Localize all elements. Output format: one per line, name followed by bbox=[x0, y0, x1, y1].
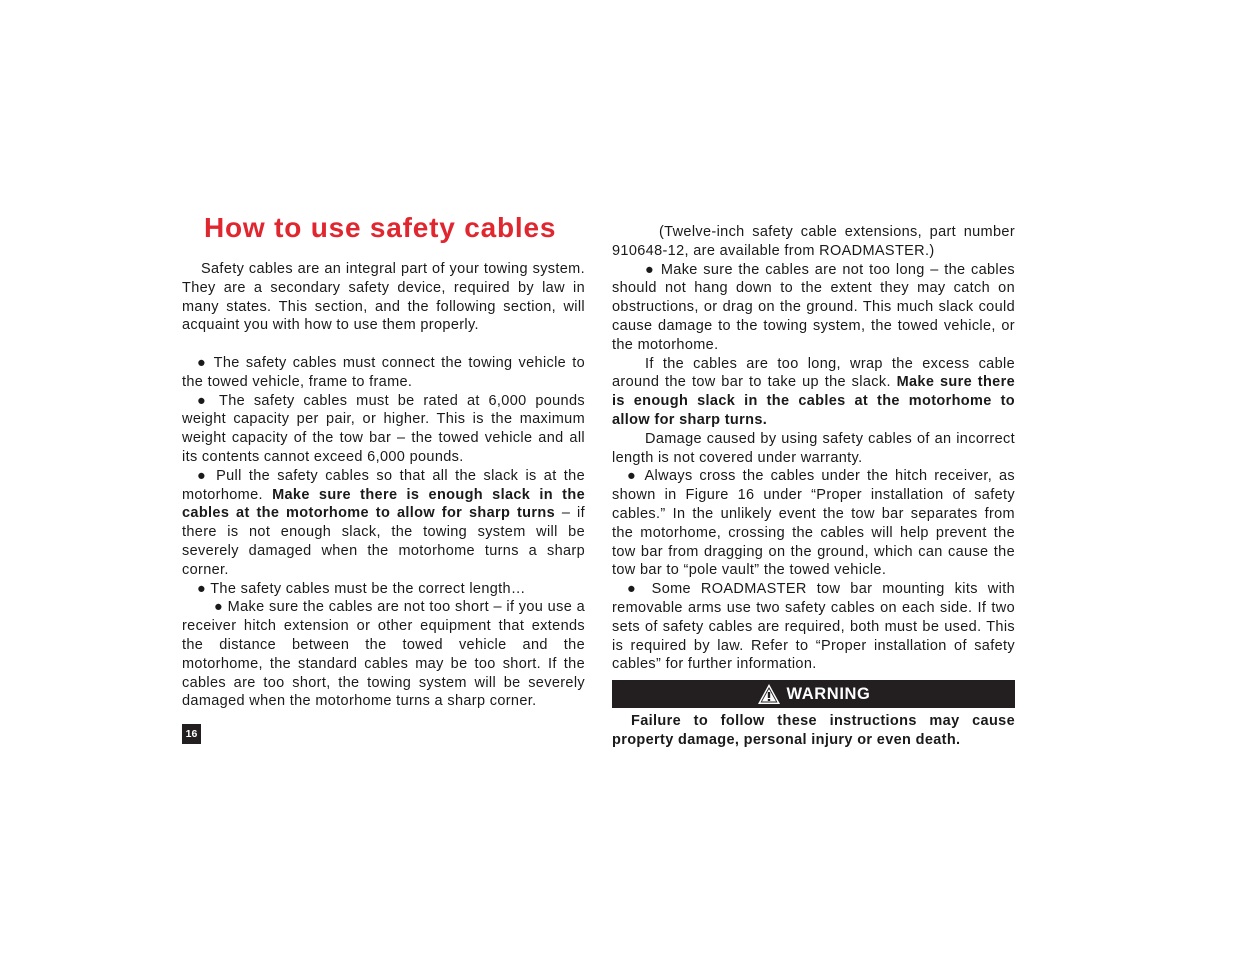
bullet-slack bbox=[182, 467, 585, 580]
warranty-paragraph: Damage caused by using safety cables of an incorrect length is not covered under warranty. bbox=[612, 430, 1015, 466]
bullet-rating: ● The safety cables must be rated at 6,000 pounds weight capacity per pair, or higher. This is the maximum weight capacity of the tow bar – the towed vehicle and all its contents cannot exceed 6,000 pounds. bbox=[182, 392, 585, 465]
spacer bbox=[182, 335, 585, 354]
right-column bbox=[612, 223, 1015, 750]
wrap-excess-lead: If the cables are too long, wrap the excess cable around the tow bar to take up the slack. bbox=[612, 355, 1015, 391]
warning-bar bbox=[612, 680, 1015, 708]
warning-triangle-icon bbox=[757, 683, 781, 705]
bullet-slack-emphasis: Make sure there is enough slack in the cables at the motorhome to allow for sharp turns bbox=[182, 486, 585, 522]
bullet-slack-lead: ● Pull the safety cables so that all the slack is at the motorhome. bbox=[182, 467, 585, 503]
extensions-note: (Twelve-inch safety cable extensions, part number 910648-12, are available from ROADMASTER.) bbox=[612, 224, 1015, 259]
bullet-too-long: ● Make sure the cables are not too long – the cables should not hang down to the extent they may catch on obstructions, or drag on the ground. This much slack could cause damage to the towing system, the towed vehicle, or the motorhome. bbox=[612, 261, 1015, 353]
bullet-cross-cables: ● Always cross the cables under the hitch receiver, as shown in Figure 16 under “Proper installation of safety cables.” In the unlikely event the tow bar separates from the motorhome, crossing the cables will help prevent the tow bar from dragging on the ground, which can cause the tow bar to “pole vault” the towed vehicle. bbox=[612, 468, 1015, 579]
page-title: How to use safety cables bbox=[204, 212, 557, 243]
bullet-two-sets: ● Some ROADMASTER tow bar mounting kits with removable arms use two safety cables on each side. If two sets of safety cables are required, both must be used. This is required by law. Refer to “Proper installation of safety cables” for further information. bbox=[612, 581, 1015, 673]
page-number: 16 bbox=[182, 724, 201, 744]
intro-paragraph: Safety cables are an integral part of your towing system. They are a secondary safety device, required by law in many states. This section, and the following section, will acquaint you with how to use them properly. bbox=[182, 261, 585, 334]
left-column bbox=[182, 260, 585, 711]
warning-label: WARNING bbox=[786, 684, 871, 703]
bullet-slack-tail: – if there is not enough slack, the towing system will be severely damaged when the motorhome turns a sharp corner. bbox=[182, 505, 585, 578]
wrap-excess-paragraph bbox=[612, 355, 1015, 430]
wrap-excess-emphasis: Make sure there is enough slack in the cables at the motorhome to allow for sharp turns. bbox=[612, 374, 1015, 428]
bullet-correct-length: ● The safety cables must be the correct length… bbox=[197, 580, 526, 597]
bullet-too-short: ● Make sure the cables are not too short – if you use a receiver hitch extension or other equipment that extends the distance between the towed vehicle and the motorhome, the standard cables may be too short. If the cables are too short, the towing system will be severely damaged when the motorhome turns a sharp corner. bbox=[182, 599, 585, 710]
warning-text: Failure to follow these instructions may cause property damage, personal injury or even death. bbox=[612, 713, 1015, 748]
bullet-frame-to-frame: ● The safety cables must connect the towing vehicle to the towed vehicle, frame to frame. bbox=[182, 354, 585, 390]
